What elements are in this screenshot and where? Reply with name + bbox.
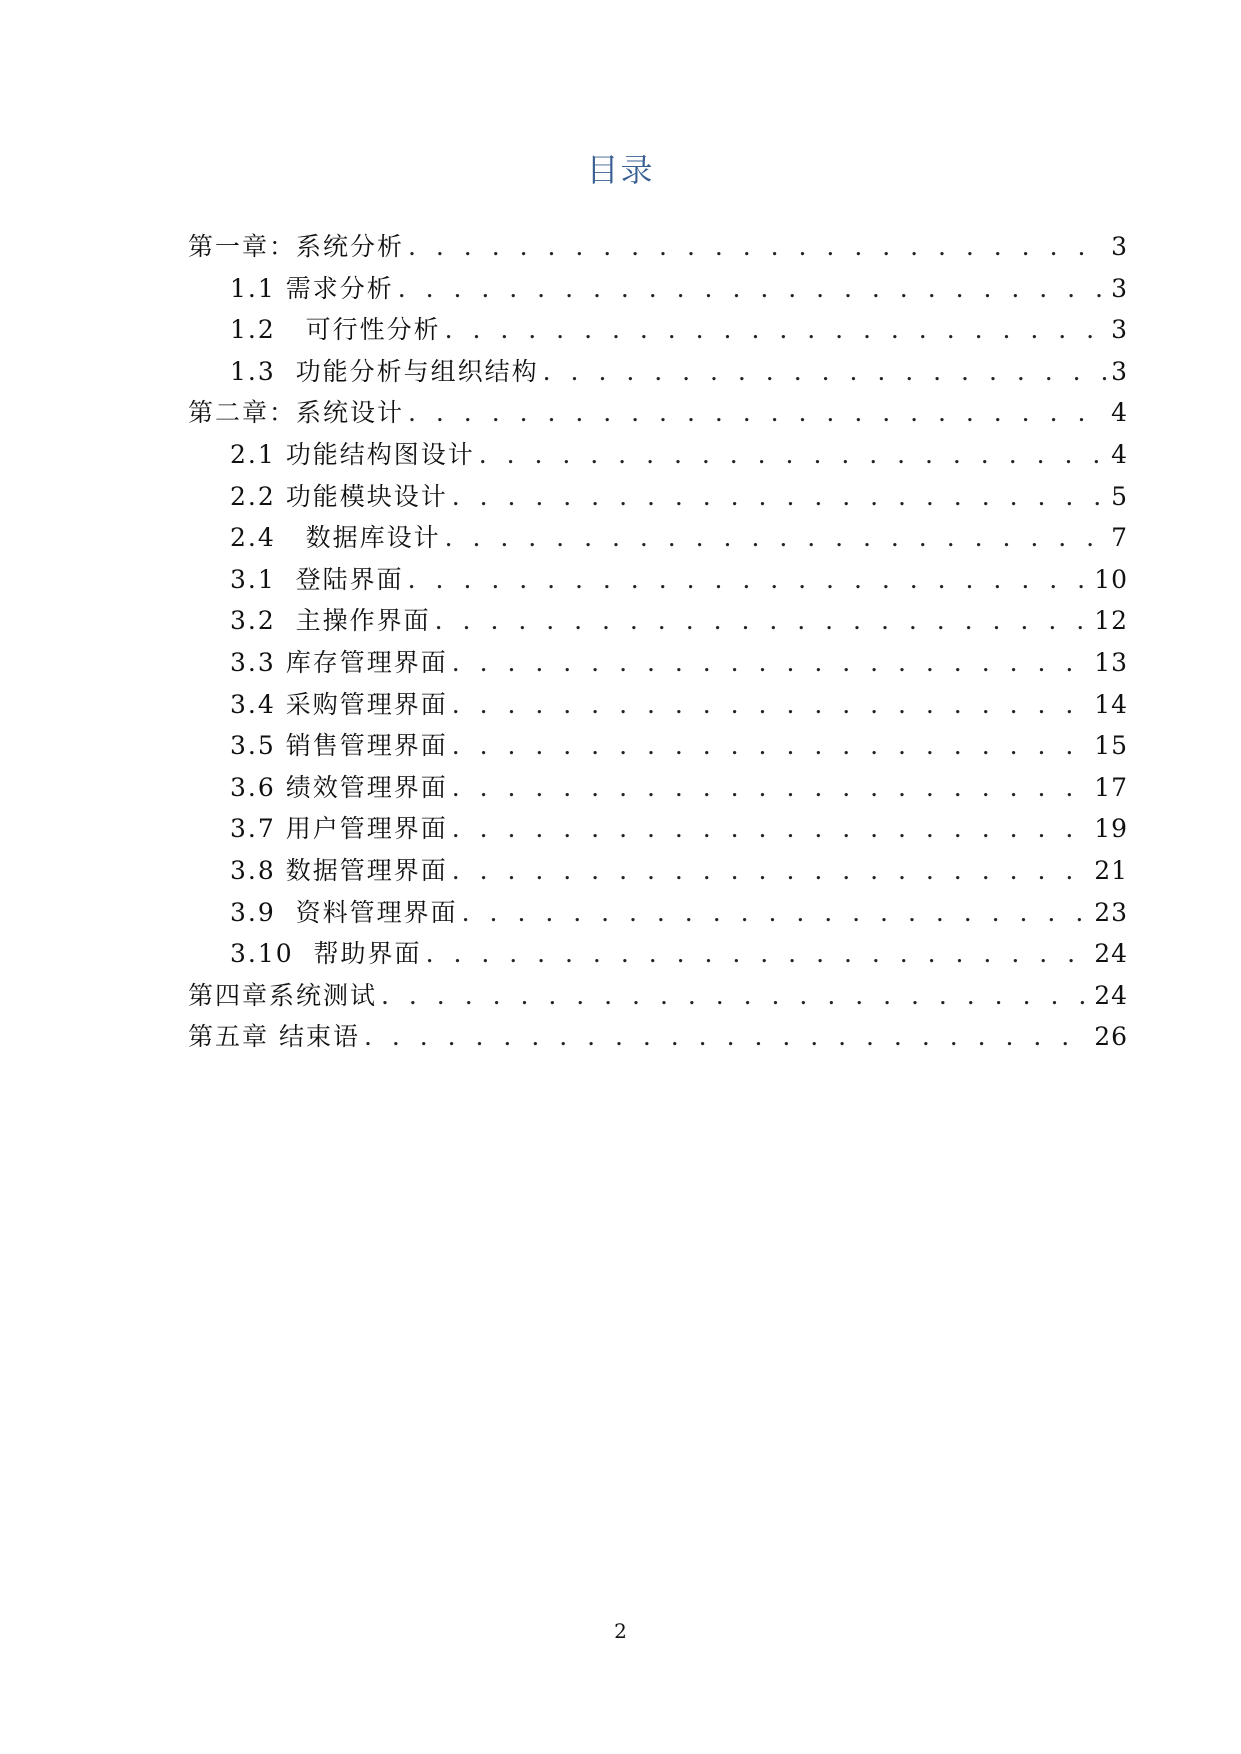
- toc-entry-page: 10: [1094, 564, 1128, 594]
- toc-entry-label: 3.2 主操作界面: [230, 606, 431, 636]
- dot-leader: [452, 767, 1090, 809]
- toc-entry-page: 3: [1111, 356, 1128, 386]
- toc-entry-label: 3.4 采购管理界面: [230, 689, 448, 719]
- toc-entry-3-7[interactable]: [188, 808, 1128, 850]
- toc-entry-page: 19: [1094, 814, 1128, 844]
- toc-entry-label: 第二章：系统设计: [188, 398, 405, 428]
- toc-entry-label: 1.2 可行性分析: [230, 315, 441, 345]
- toc-entry-3-10[interactable]: [188, 933, 1128, 975]
- toc-entry-3-9[interactable]: [188, 892, 1128, 934]
- toc-entry-chapter-4[interactable]: [188, 975, 1128, 1017]
- toc-entry-page: 21: [1094, 855, 1128, 885]
- dot-leader: [462, 892, 1091, 934]
- dot-leader: [381, 975, 1090, 1017]
- toc-entry-2-4[interactable]: [188, 517, 1128, 559]
- toc-entry-label: 2.2 功能模块设计: [230, 481, 448, 511]
- toc-entry-3-2[interactable]: [188, 600, 1128, 642]
- dot-leader: [435, 600, 1091, 642]
- toc-entry-page: 14: [1094, 689, 1128, 719]
- dot-leader: [543, 351, 1107, 393]
- toc-entry-2-1[interactable]: [188, 434, 1128, 476]
- dot-leader: [398, 268, 1107, 310]
- toc-entry-page: 26: [1094, 1022, 1128, 1052]
- toc-entry-label: 3.8 数据管理界面: [230, 855, 448, 885]
- dot-leader: [408, 559, 1091, 601]
- dot-leader: [452, 642, 1090, 684]
- toc-entry-chapter-5[interactable]: [188, 1016, 1128, 1058]
- toc-entry-label: 1.1 需求分析: [230, 273, 394, 303]
- dot-leader: [445, 309, 1107, 351]
- toc-title: 目录: [586, 151, 655, 189]
- toc-entry-1-2[interactable]: [188, 309, 1128, 351]
- toc-entry-label: 3.3 库存管理界面: [230, 647, 448, 677]
- toc-entry-3-4[interactable]: [188, 684, 1128, 726]
- dot-leader: [408, 226, 1107, 268]
- toc-entry-1-1[interactable]: [188, 268, 1128, 310]
- toc-entry-label: 第四章系统测试: [188, 980, 378, 1010]
- toc-entry-3-1[interactable]: [188, 559, 1128, 601]
- toc-entry-label: 1.3 功能分析与组织结构: [230, 356, 539, 386]
- dot-leader: [452, 684, 1090, 726]
- dot-leader: [479, 434, 1107, 476]
- toc-entry-chapter-2[interactable]: [188, 392, 1128, 434]
- toc-entry-label: 2.1 功能结构图设计: [230, 439, 475, 469]
- toc-entry-page: 4: [1111, 398, 1128, 428]
- table-of-contents: [188, 226, 1128, 1058]
- toc-entry-2-2[interactable]: [188, 476, 1128, 518]
- dot-leader: [452, 725, 1090, 767]
- toc-entry-page: 3: [1111, 273, 1128, 303]
- toc-entry-label: 3.6 绩效管理界面: [230, 772, 448, 802]
- dot-leader: [408, 392, 1107, 434]
- dot-leader: [452, 850, 1090, 892]
- toc-entry-label: 2.4 数据库设计: [230, 523, 441, 553]
- toc-entry-1-3[interactable]: [188, 351, 1128, 393]
- dot-leader: [445, 517, 1107, 559]
- toc-entry-page: 3: [1111, 315, 1128, 345]
- toc-entry-3-5[interactable]: [188, 725, 1128, 767]
- toc-entry-page: 12: [1094, 606, 1128, 636]
- dot-leader: [452, 808, 1090, 850]
- toc-entry-page: 24: [1094, 980, 1128, 1010]
- toc-entry-page: 17: [1094, 772, 1128, 802]
- toc-entry-label: 3.10 帮助界面: [230, 939, 422, 969]
- toc-entry-label: 3.1 登陆界面: [230, 564, 404, 594]
- toc-entry-label: 3.5 销售管理界面: [230, 731, 448, 761]
- dot-leader: [426, 933, 1091, 975]
- dot-leader: [364, 1016, 1090, 1058]
- toc-entry-page: 23: [1094, 897, 1128, 927]
- toc-entry-chapter-1[interactable]: [188, 226, 1128, 268]
- toc-entry-page: 15: [1094, 731, 1128, 761]
- toc-entry-page: 4: [1111, 439, 1128, 469]
- toc-entry-label: 第一章：系统分析: [188, 232, 405, 261]
- page-number: 2: [614, 1619, 627, 1643]
- toc-entry-3-3[interactable]: [188, 642, 1128, 684]
- toc-entry-3-6[interactable]: [188, 767, 1128, 809]
- toc-entry-3-8[interactable]: [188, 850, 1128, 892]
- toc-entry-page: 7: [1111, 523, 1128, 553]
- toc-entry-page: 3: [1111, 232, 1128, 261]
- toc-entry-page: 24: [1094, 939, 1128, 969]
- dot-leader: [452, 476, 1107, 518]
- toc-entry-label: 第五章 结束语: [188, 1022, 360, 1052]
- toc-entry-label: 3.9 资料管理界面: [230, 897, 458, 927]
- toc-entry-page: 13: [1094, 647, 1128, 677]
- toc-entry-label: 3.7 用户管理界面: [230, 814, 448, 844]
- toc-entry-page: 5: [1111, 481, 1128, 511]
